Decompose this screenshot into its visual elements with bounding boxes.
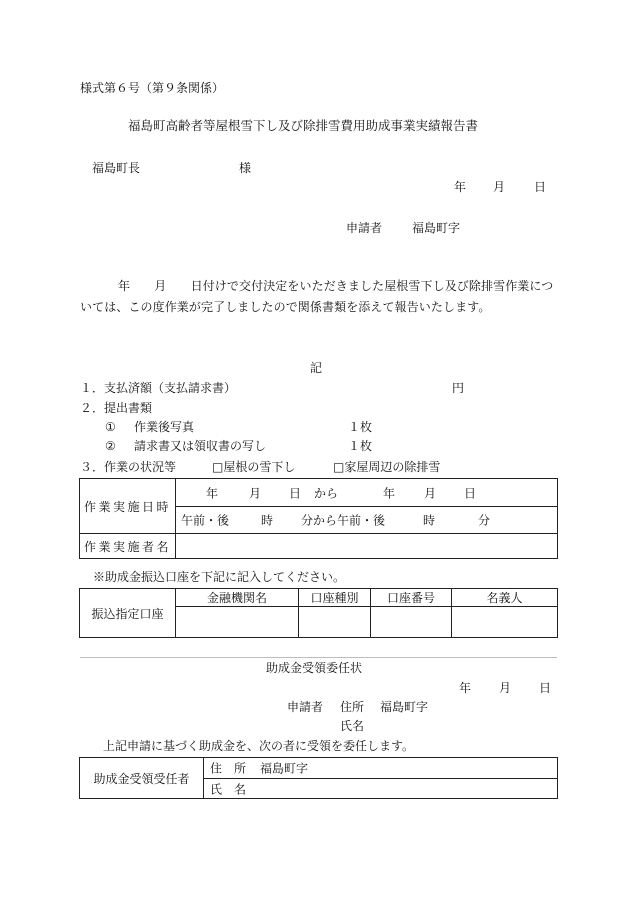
wt-ampm: 午前・後 xyxy=(181,513,230,528)
work-date-row-1[interactable] xyxy=(176,479,558,507)
bank-header-account-number: 口座番号 xyxy=(371,589,452,607)
delegation-applicant-label: 申請者 xyxy=(287,700,324,714)
date-day: 日 xyxy=(534,180,547,194)
wt-day2: 日 xyxy=(464,486,477,500)
delegate-name-label: 氏 名 xyxy=(210,782,247,796)
item-work-status-label: ３．作業の状況等 xyxy=(80,460,177,474)
bank-header-account-type: 口座種別 xyxy=(299,589,371,607)
bank-header-holder: 名義人 xyxy=(452,589,558,607)
delegate-name-field[interactable] xyxy=(204,779,558,799)
delegation-date-year: 年 xyxy=(459,681,472,695)
doc-1-name: 作業後写真 xyxy=(134,420,195,434)
delegate-address-field[interactable] xyxy=(204,758,558,779)
wt-year2: 年 xyxy=(383,486,396,500)
item-paid-amount-label: １．支払済額（支払請求書） xyxy=(80,381,237,395)
doc-2-number: ② xyxy=(105,439,116,453)
applicant-address: 福島町字 xyxy=(412,221,461,235)
checkbox-house-snow[interactable]: □家屋周辺の除排雪 xyxy=(333,460,441,474)
wt-hour2: 時 xyxy=(423,513,436,528)
wt-month: 月 xyxy=(249,486,262,500)
delegate-address-label: 住 所 xyxy=(210,761,247,776)
wt-year: 年 xyxy=(206,486,219,500)
doc-1-count: １枚 xyxy=(348,420,373,434)
delegation-title: 助成金受領委任状 xyxy=(266,661,363,675)
delegation-address-value: 福島町字 xyxy=(380,700,429,714)
delegation-address-label: 住所 xyxy=(340,700,365,714)
work-date-label-cell xyxy=(80,479,176,534)
wt-month2: 月 xyxy=(424,486,437,500)
delegation-date-month: 月 xyxy=(499,681,512,695)
checkbox-roof-snow[interactable]: □屋根の雪下し xyxy=(212,460,296,474)
item-paid-amount-unit: 円 xyxy=(452,381,465,395)
work-date-row-2[interactable] xyxy=(176,507,558,534)
delegate-address-value: 福島町字 xyxy=(260,761,309,776)
wt-day: 日 xyxy=(289,486,302,500)
wt-from: から xyxy=(314,486,339,500)
delegation-statement: 上記申請に基づく助成金を、次の者に受領を委任します。 xyxy=(103,739,415,753)
date-month: 月 xyxy=(493,180,506,194)
delegate-label: 助成金受領受任者 xyxy=(93,771,190,786)
bank-holder-field[interactable] xyxy=(452,607,558,638)
addressee-honorific: 様 xyxy=(239,161,252,175)
doc-2-name: 請求書又は領収書の写し xyxy=(134,439,267,453)
wt-min: 分 xyxy=(478,513,491,528)
work-date-label: 作業実施日時 xyxy=(83,499,171,514)
delegation-date-day: 日 xyxy=(539,681,552,695)
section-divider xyxy=(80,657,557,658)
doc-2-count: １枚 xyxy=(348,439,373,453)
delegate-table xyxy=(79,757,558,799)
worker-name-label: 作業実施者名 xyxy=(83,539,171,554)
bank-header-institution: 金融機関名 xyxy=(176,589,299,607)
worker-name-field[interactable] xyxy=(176,534,558,559)
worker-name-label-cell xyxy=(80,534,176,559)
applicant-label: 申請者 xyxy=(346,221,383,235)
date-year: 年 xyxy=(454,180,467,194)
wt-hour: 時 xyxy=(261,513,274,528)
doc-1-number: ① xyxy=(105,420,116,434)
item-documents-label: ２．提出書類 xyxy=(80,401,153,415)
bank-account-type-field[interactable] xyxy=(299,607,371,638)
report-body-text: 年 月 日付けで交付決定をいただきました屋根雪下し及び除排雪作業については、この度作業が完了しましたので関係書類を添えて報告いたします。 xyxy=(80,279,554,314)
ki-marker: 記 xyxy=(310,361,323,375)
form-title: 福島町高齢者等屋根雪下し及び除排雪費用助成事業実績報告書 xyxy=(128,118,479,133)
delegation-name-label: 氏名 xyxy=(340,719,365,733)
wt-min-from: 分から午前・後 xyxy=(301,513,386,528)
bank-note: ※助成金振込口座を下記に記入してください。 xyxy=(93,570,346,584)
work-table xyxy=(79,478,558,559)
bank-label: 振込指定口座 xyxy=(91,606,164,621)
bank-label-cell xyxy=(80,589,176,638)
form-number: 様式第６号（第９条関係） xyxy=(80,81,225,95)
delegate-label-cell xyxy=(80,758,204,799)
bank-account-number-field[interactable] xyxy=(371,607,452,638)
addressee-name: 福島町長 xyxy=(92,161,141,175)
bank-institution-field[interactable] xyxy=(176,607,299,638)
bank-table xyxy=(79,588,558,638)
